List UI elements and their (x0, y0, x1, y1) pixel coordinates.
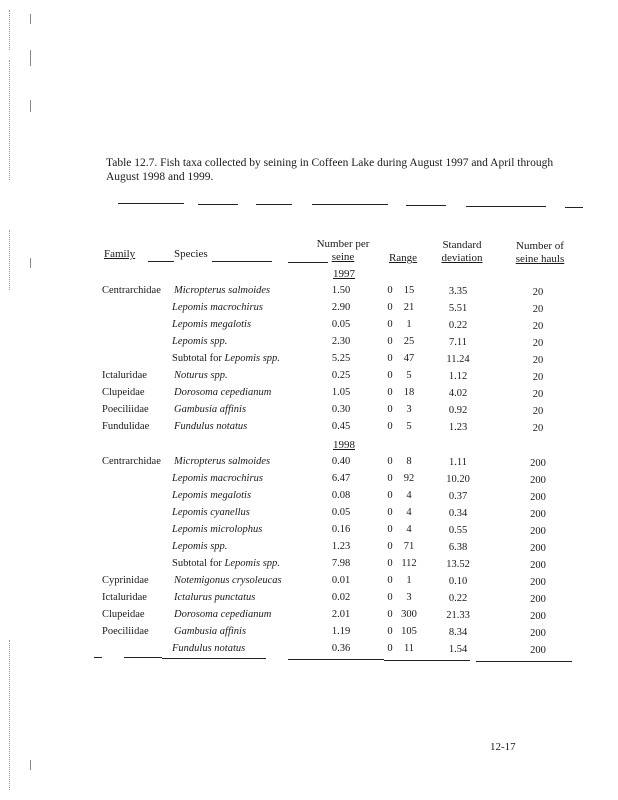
year-label-1998: 1998 (333, 439, 355, 451)
mean-per-seine-cell: 0.45 (331, 421, 351, 432)
seine-hauls-cell: 20 (532, 321, 544, 332)
mean-per-seine-cell: 0.08 (331, 490, 351, 501)
top-rule (256, 204, 292, 205)
range-min-cell: 0 (387, 507, 393, 518)
species-cell: Ictalurus punctatus (174, 592, 256, 603)
species-cell: Lepomis megalotis (172, 319, 252, 330)
mean-per-seine-cell: 0.05 (331, 507, 351, 518)
range-min-cell: 0 (387, 558, 393, 569)
range-max-cell: 71 (403, 541, 415, 552)
bottom-rule (94, 657, 102, 658)
scan-artifact (30, 14, 31, 24)
range-min-cell: 0 (387, 626, 393, 637)
mean-per-seine-cell: 5.25 (331, 353, 351, 364)
top-rule (466, 206, 546, 207)
mean-per-seine-cell: 2.30 (331, 336, 351, 347)
range-min-cell: 0 (387, 456, 393, 467)
seine-hauls-cell: 200 (530, 594, 546, 605)
seine-hauls-cell: 20 (532, 338, 544, 349)
species-cell: Lepomis macrochirus (172, 302, 263, 313)
std-dev-cell: 0.22 (448, 593, 468, 604)
mean-per-seine-cell: 6.47 (331, 473, 351, 484)
species-cell: Dorosoma cepedianum (174, 609, 272, 620)
header-rule (212, 261, 272, 262)
std-dev-cell: 0.10 (448, 576, 468, 587)
mean-per-seine-cell: 0.40 (331, 456, 351, 467)
seine-hauls-cell: 200 (530, 577, 546, 588)
year-label-1997: 1997 (333, 268, 355, 280)
family-cell: Ictaluridae (102, 592, 147, 603)
species-cell: Lepomis spp. (172, 336, 228, 347)
range-min-cell: 0 (387, 370, 393, 381)
range-min-cell: 0 (387, 643, 393, 654)
table-caption-line2: August 1998 and 1999. (106, 171, 214, 183)
std-dev-cell: 5.51 (448, 303, 468, 314)
seine-hauls-cell: 200 (530, 645, 546, 656)
family-cell: Fundulidae (102, 421, 150, 432)
family-cell: Centrarchidae (102, 285, 161, 296)
page-number: 12-17 (490, 741, 516, 753)
bottom-rule (384, 660, 420, 661)
range-max-cell: 4 (406, 524, 412, 535)
range-max-cell: 3 (406, 404, 412, 415)
scan-artifact (30, 258, 31, 268)
mean-per-seine-cell: 0.25 (331, 370, 351, 381)
range-max-cell: 47 (403, 353, 415, 364)
range-max-cell: 92 (403, 473, 415, 484)
scan-artifact (30, 100, 31, 112)
std-dev-cell: 7.11 (449, 337, 467, 348)
std-dev-cell: 0.37 (448, 491, 468, 502)
table-caption-line1: Table 12.7. Fish taxa collected by seining in Coffeen Lake during August 1997 and April through (106, 157, 554, 169)
range-min-cell: 0 (387, 353, 393, 364)
scan-artifact (30, 760, 31, 770)
range-min-cell: 0 (387, 404, 393, 415)
mean-per-seine-cell: 0.05 (331, 319, 351, 330)
std-dev-cell: 21.33 (446, 610, 470, 621)
std-dev-cell: 4.02 (448, 388, 468, 399)
subtotal-prefix: Subtotal for (172, 353, 225, 364)
species-cell: Gambusia affinis (174, 404, 247, 415)
seine-hauls-cell: 200 (530, 492, 546, 503)
seine-hauls-cell: 200 (530, 628, 546, 639)
std-dev-cell: 0.22 (448, 320, 468, 331)
mean-per-seine-cell: 1.23 (331, 541, 351, 552)
mean-per-seine-cell: 0.02 (331, 592, 351, 603)
species-cell: Noturus spp. (174, 370, 228, 381)
seine-hauls-cell: 20 (532, 355, 544, 366)
bottom-rule (476, 661, 572, 662)
top-rule (406, 205, 446, 206)
scan-artifact (9, 60, 10, 180)
mean-per-seine-cell: 2.01 (331, 609, 351, 620)
header-hauls-line1: Number of (516, 240, 564, 252)
species-cell: Fundulus notatus (172, 643, 246, 654)
range-min-cell: 0 (387, 302, 393, 313)
seine-hauls-cell: 200 (530, 475, 546, 486)
std-dev-cell: 1.54 (448, 644, 468, 655)
seine-hauls-cell: 200 (530, 560, 546, 571)
family-cell: Centrarchidae (102, 456, 161, 467)
range-min-cell: 0 (387, 285, 393, 296)
std-dev-cell: 1.11 (449, 457, 467, 468)
std-dev-cell: 10.20 (446, 474, 470, 485)
range-min-cell: 0 (387, 609, 393, 620)
species-cell: Notemigonus crysoleucas (174, 575, 282, 586)
std-dev-cell: 0.92 (448, 405, 468, 416)
header-rule (148, 261, 174, 262)
species-name: Lepomis spp. (224, 558, 280, 569)
range-max-cell: 11 (403, 643, 415, 654)
range-max-cell: 4 (406, 507, 412, 518)
bottom-rule (288, 659, 384, 660)
range-max-cell: 3 (406, 592, 412, 603)
species-cell: Lepomis megalotis (172, 490, 252, 501)
range-max-cell: 1 (406, 575, 412, 586)
range-max-cell: 1 (406, 319, 412, 330)
range-max-cell: 18 (403, 387, 415, 398)
species-cell: Micropterus salmoides (174, 285, 271, 296)
mean-per-seine-cell: 0.01 (331, 575, 351, 586)
mean-per-seine-cell: 2.90 (331, 302, 351, 313)
species-cell: Lepomis cyanellus (172, 507, 250, 518)
std-dev-cell: 0.55 (448, 525, 468, 536)
range-min-cell: 0 (387, 524, 393, 535)
header-number-per-seine-line1: Number per (316, 238, 370, 250)
header-species: Species (174, 248, 208, 260)
species-cell: Lepomis macrochirus (172, 473, 263, 484)
mean-per-seine-cell: 1.50 (331, 285, 351, 296)
scan-artifact (30, 50, 31, 66)
top-rule (312, 204, 388, 205)
family-cell: Clupeidae (102, 387, 145, 398)
range-max-cell: 300 (401, 609, 417, 620)
mean-per-seine-cell: 1.19 (331, 626, 351, 637)
range-max-cell: 25 (403, 336, 415, 347)
seine-hauls-cell: 20 (532, 389, 544, 400)
bottom-rule (124, 657, 162, 658)
species-cell (172, 353, 280, 365)
seine-hauls-cell: 20 (532, 423, 544, 434)
range-min-cell: 0 (387, 541, 393, 552)
range-min-cell: 0 (387, 575, 393, 586)
species-cell: Lepomis spp. (172, 541, 228, 552)
subtotal-prefix: Subtotal for (172, 558, 225, 569)
seine-hauls-cell: 20 (532, 304, 544, 315)
seine-hauls-cell: 200 (530, 543, 546, 554)
species-cell: Fundulus notatus (174, 421, 248, 432)
top-rule (118, 203, 184, 204)
header-std-line1: Standard (442, 239, 482, 251)
std-dev-cell: 3.35 (448, 286, 468, 297)
range-max-cell: 4 (406, 490, 412, 501)
mean-per-seine-cell: 0.30 (331, 404, 351, 415)
std-dev-cell: 8.34 (448, 627, 468, 638)
seine-hauls-cell: 200 (530, 509, 546, 520)
species-cell: Micropterus salmoides (174, 456, 271, 467)
range-min-cell: 0 (387, 473, 393, 484)
family-cell: Clupeidae (102, 609, 145, 620)
std-dev-cell: 1.12 (448, 371, 468, 382)
bottom-rule (420, 660, 470, 661)
range-min-cell: 0 (387, 421, 393, 432)
seine-hauls-cell: 20 (532, 372, 544, 383)
seine-hauls-cell: 200 (530, 611, 546, 622)
species-cell (172, 558, 280, 570)
header-hauls-line2: seine hauls (515, 253, 565, 265)
family-cell: Poeciliidae (102, 404, 149, 415)
top-rule (198, 204, 238, 205)
range-min-cell: 0 (387, 592, 393, 603)
scan-artifact (9, 640, 10, 790)
range-max-cell: 112 (401, 558, 417, 569)
mean-per-seine-cell: 7.98 (331, 558, 351, 569)
species-name: Lepomis spp. (224, 353, 280, 364)
std-dev-cell: 0.34 (448, 508, 468, 519)
std-dev-cell: 1.23 (448, 422, 468, 433)
range-min-cell: 0 (387, 387, 393, 398)
std-dev-cell: 6.38 (448, 542, 468, 553)
std-dev-cell: 13.52 (446, 559, 470, 570)
header-range: Range (388, 252, 418, 264)
species-cell: Lepomis microlophus (172, 524, 263, 535)
seine-hauls-cell: 200 (530, 458, 546, 469)
range-max-cell: 8 (406, 456, 412, 467)
seine-hauls-cell: 20 (532, 287, 544, 298)
species-cell: Gambusia affinis (174, 626, 247, 637)
family-cell: Poeciliidae (102, 626, 149, 637)
scan-artifact (9, 230, 10, 290)
std-dev-cell: 11.24 (446, 354, 470, 365)
range-max-cell: 15 (403, 285, 415, 296)
family-cell: Cyprinidae (102, 575, 149, 586)
mean-per-seine-cell: 1.05 (331, 387, 351, 398)
mean-per-seine-cell: 0.16 (331, 524, 351, 535)
top-rule (565, 207, 583, 208)
seine-hauls-cell: 200 (530, 526, 546, 537)
range-max-cell: 21 (403, 302, 415, 313)
range-max-cell: 5 (406, 421, 412, 432)
range-min-cell: 0 (387, 490, 393, 501)
header-number-per-seine-line2: seine (331, 251, 355, 263)
scan-artifact (9, 10, 10, 50)
mean-per-seine-cell: 0.36 (331, 643, 351, 654)
range-max-cell: 5 (406, 370, 412, 381)
family-cell: Ictaluridae (102, 370, 147, 381)
range-min-cell: 0 (387, 319, 393, 330)
bottom-rule (162, 658, 266, 659)
seine-hauls-cell: 20 (532, 406, 544, 417)
range-min-cell: 0 (387, 336, 393, 347)
range-max-cell: 105 (401, 626, 417, 637)
header-family: Family (104, 248, 136, 260)
header-std-line2: deviation (441, 252, 483, 264)
species-cell: Dorosoma cepedianum (174, 387, 272, 398)
